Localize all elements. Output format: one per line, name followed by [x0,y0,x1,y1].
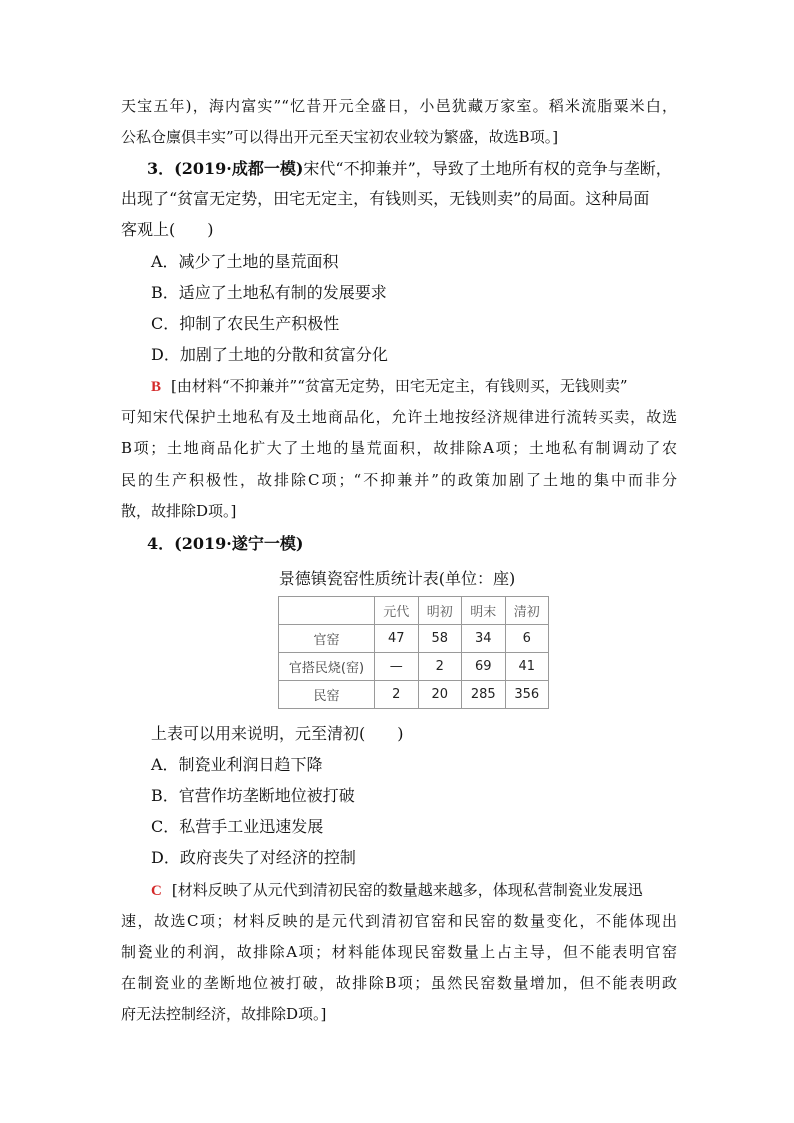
table-cell: 69 [462,653,506,681]
q4-heading [147,534,794,554]
q2-explanation-line-1: 天宝五年)，海内富实”“忆昔开元全盛日，小邑犹藏万家室。稻米流脂粟米白， [121,97,677,115]
table-header-cell: 元代 [375,597,419,625]
q4-answer: C [151,883,162,899]
q3-explanation-text-1: [由材料“不抑兼并”“贫富无定势，田宅无定主，有钱则买，无钱则卖” [171,377,628,395]
table-row-label: 官搭民烧(窑) [279,653,375,681]
q3-option-c: C．抑制了农民生产积极性 [151,314,340,333]
q3-explanation-line-5: 散，故排除D项。] [121,502,237,520]
q4-explanation-line-4: 在制瓷业的垄断地位被打破，故排除B项；虽然民窑数量增加，但不能表明政 [121,974,677,992]
q2-explanation-line-2: 公私仓廪俱丰实”可以得出开元至天宝初农业较为繁盛，故选B项。] [121,128,559,146]
q3-option-b: B．适应了土地私有制的发展要求 [151,283,387,302]
table-cell: 6 [505,625,549,653]
table-row [279,653,549,681]
table-cell: 2 [418,653,462,681]
q3-option-d: D．加剧了土地的分散和贫富分化 [151,345,388,364]
q4-explanation-text-1: [材料反映了从元代到清初民窑的数量越来越多，体现私营制瓷业发展迅 [171,881,643,899]
q4-explanation-line-1 [151,880,677,901]
q4-source: (2019·遂宁一模) [174,534,304,553]
table-cell: 2 [375,681,419,709]
table-header-cell [279,597,375,625]
q3-source: (2019·成都一模) [174,159,304,178]
table-cell: 58 [418,625,462,653]
table-header-row [279,597,549,625]
q4-option-b: B．官营作坊垄断地位被打破 [151,786,355,805]
q4-option-c: C．私营手工业迅速发展 [151,817,324,836]
table-cell: 20 [418,681,462,709]
q3-number: 3． [147,159,175,178]
kiln-statistics-table [278,596,549,709]
q4-number: 4． [147,534,175,553]
table-row-label: 民窑 [279,681,375,709]
table-header-cell: 清初 [505,597,549,625]
q3-explanation-line-3: B项；土地商品化扩大了土地的垦荒面积，故排除A项；土地私有制调动了农 [121,439,677,457]
q4-explanation-line-3: 制瓷业的利润，故排除A项；材料能体现民窑数量上占主导，但不能表明官窑 [121,943,677,961]
table-cell: — [375,653,419,681]
table-cell: 47 [375,625,419,653]
q3-option-a: A．减少了土地的垦荒面积 [151,252,339,271]
q4-explanation-line-5: 府无法控制经济，故排除D项。] [121,1005,327,1023]
q4-option-d: D．政府丧失了对经济的控制 [151,848,356,867]
q3-stem-line-1 [147,159,794,179]
table-cell: 41 [505,653,549,681]
q3-explanation-line-2: 可知宋代保护土地私有及土地商品化，允许土地按经济规律进行流转买卖，故选 [121,408,677,426]
table-caption: 景德镇瓷窑性质统计表(单位：座) [278,569,516,588]
q4-explanation-line-2: 速，故选C项；材料反映的是元代到清初官窑和民窑的数量变化，不能体现出 [121,912,677,930]
table-cell: 285 [462,681,506,709]
table-row [279,625,549,653]
table-cell: 356 [505,681,549,709]
table-row-label: 官窑 [279,625,375,653]
q3-answer: B [151,379,162,395]
q3-explanation-line-1 [151,376,677,397]
q4-option-a: A．制瓷业利润日趋下降 [151,755,323,774]
q3-explanation-line-4: 民的生产积极性，故排除C项；“不抑兼并”的政策加剧了土地的集中而非分 [121,471,677,489]
q3-stem-line-3: 客观上( ) [121,220,214,239]
q4-stem: 上表可以用来说明，元至清初( ) [151,724,404,743]
table-header-cell: 明初 [418,597,462,625]
q3-stem-text: 宋代“不抑兼并”，导致了土地所有权的竞争与垄断， [303,159,672,178]
q3-stem-line-2: 出现了“贫富无定势，田宅无定主，有钱则买，无钱则卖”的局面。这种局面 [121,189,650,208]
table-header-cell: 明末 [462,597,506,625]
table-cell: 34 [462,625,506,653]
table-row [279,681,549,709]
